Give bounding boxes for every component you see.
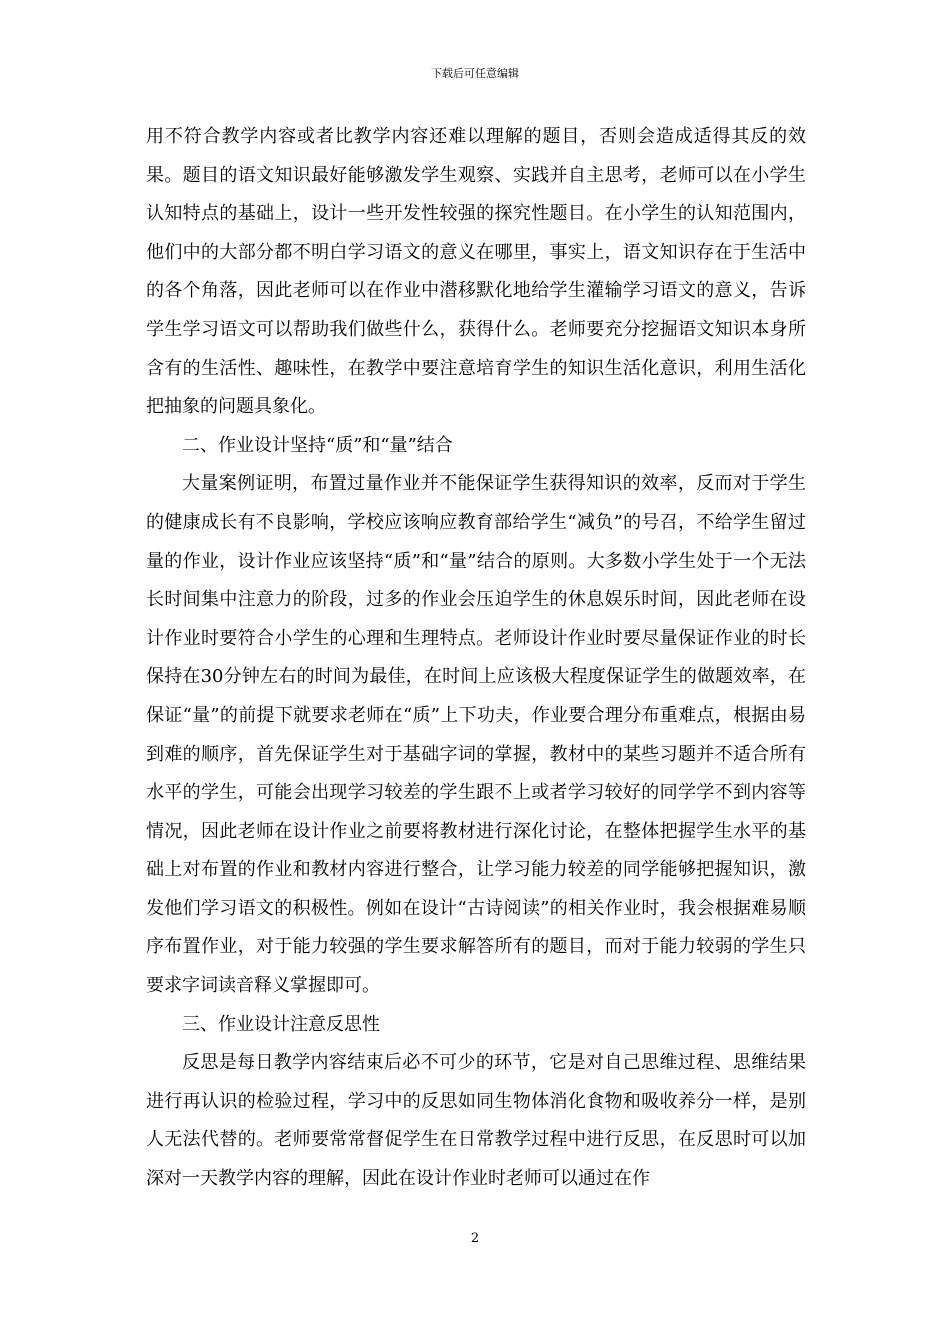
paragraph-reflection: 反思是每日教学内容结束后必不可少的环节，它是对自己思维过程、思维结果进行再认识的检验过程，学习中的反思如同生物体消化食物和吸收养分一样，是别人无法代替的。老师要常常督促学生在日常教学过程中进行反思，在反思时可以加深对一天教学内容的理解，因此在设计作业时老师可以通过在作 xyxy=(146,1052,806,1190)
page-number: 2 xyxy=(470,1231,480,1246)
section-heading-3: 三、作业设计注意反思性 xyxy=(182,1013,380,1035)
section-heading-2: 二、作业设计坚持“质”和“量”结合 xyxy=(182,434,453,456)
paragraph-continued: 用不符合教学内容或者比教学内容还难以理解的题目，否则会造成适得其反的效果。题目的语文知识最好能够激发学生观察、实践并自主思考，老师可以在小学生认知特点的基础上，设计一些开发性较强的探究性题目。在小学生的认知范围内，他们中的大部分都不明白学习语文的意义在哪里，事实上，语文知识存在于生活中的各个角落，因此老师可以在作业中潜移默化地给学生灌输学习语文的意义，告诉学生学习语文可以帮助我们做些什么，获得什么。老师要充分挖掘语文知识本身所含有的生活性、趣味性，在教学中要注意培育学生的知识生活化意识，利用生活化把抽象的问题具象化。 xyxy=(146,126,806,418)
paragraph-quality-quantity: 大量案例证明，布置过量作业并不能保证学生获得知识的效率，反而对于学生的健康成长有不良影响，学校应该响应教育部给学生“减负”的号召，不给学生留过量的作业，设计作业应该坚持“质”和“量”结合的原则。大多数小学生处于一个无法长时间集中注意力的阶段，过多的作业会压迫学生的休息娱乐时间，因此老师在设计作业时要符合小学生的心理和生理特点。老师设计作业时要尽量保证作业的时长保持在30分钟左右的时间为最佳，在时间上应该极大程度保证学生的做题效率，在保证“量”的前提下就要求老师在“质”上下功夫，作业要合理分布重难点，根据由易到难的顺序，首先保证学生对于基础字词的掌握，教材中的某些习题并不适合所有水平的学生，可能会出现学习较差的学生跟不上或者学习较好的同学学不到内容等情况，因此老师在设计作业之前要将教材进行深化讨论，在整体把握学生水平的基础上对布置的作业和教材内容进行整合，让学习能力较差的同学能够把握知识，激发他们学习语文的积极性。例如在设计“古诗阅读”的相关作业时，我会根据难易顺序布置作业，对于能力较强的学生要求解答所有的题目，而对于能力较弱的学生只要求字词读音释义掌握即可。 xyxy=(146,473,806,997)
document-body xyxy=(146,118,806,1199)
page-header-note: 下载后可任意编辑 xyxy=(431,67,519,80)
